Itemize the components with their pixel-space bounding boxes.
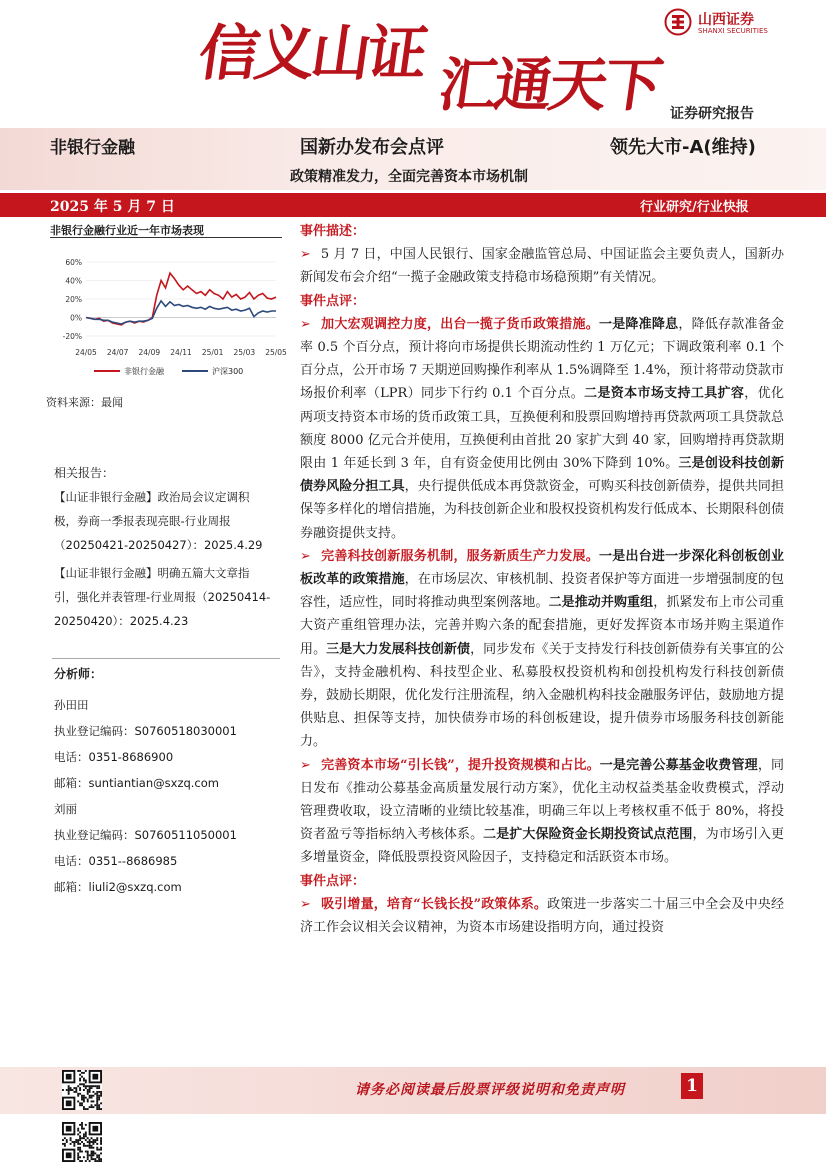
company-logo [664, 8, 784, 40]
y-tick-label: 40% [65, 276, 82, 286]
arrow-bullet-icon: ➢ [300, 247, 311, 263]
paragraph-text: 政策进一步落实二十届三中全会及中央经济工作会议相关会议精神，为资本市场建设指明方向，通过投资 [300, 896, 784, 936]
paragraph [300, 754, 784, 870]
document-subtitle: 政策精准发力，全面完善资本市场机制 [290, 169, 528, 185]
report-category: 行业研究/行业快报 [640, 200, 749, 215]
divider [52, 658, 280, 659]
x-tick-label: 25/03 [233, 348, 256, 357]
paragraph-text: ，在市场层次、审核机制、投资者保护等方面进一步增强制度的包容性，适应性，同时将推动典型案例落地。 [300, 572, 784, 611]
y-tick-label: 60% [65, 258, 82, 267]
analyst-name: 孙田田 [54, 698, 89, 712]
x-tick-label: 25/05 [265, 348, 287, 357]
divider [50, 237, 282, 238]
section-heading: 事件点评： [300, 293, 366, 309]
emphasis: 二是资本市场支持工具扩容 [584, 386, 745, 402]
slogan-calligraphy-1: 信义山证 [194, 19, 429, 89]
series-line [86, 301, 276, 324]
document-title: 国新办发布会点评 [300, 137, 444, 158]
report-body [300, 220, 784, 939]
report-date: 2025 年 5 月 7 日 [50, 199, 175, 215]
logo-mark-icon [664, 8, 692, 36]
logo-name-cn: 山西证券 [698, 12, 754, 28]
analyst-license: 执业登记编码：S0760511050001 [54, 828, 237, 842]
x-tick-label: 25/01 [201, 348, 224, 357]
paragraph-text: ，同步发布《关于支持发行科技创新债券有关事宜的公告》，支持金融机构、科技型企业、私募股权投资机构和创投机构发行科技创新债券，鼓励长期限，优化发行注册流程，纳入金融机构科技金融服务评估，鼓励地方提供贴息、担保等支持，加快债券市场的科创板建设，提升债券市场服务科技创新能力。 [300, 641, 784, 750]
emphasis: 一是完善公募基金收费管理 [599, 757, 758, 773]
paragraph-lead: 吸引增量，培育“长钱长投”政策体系。 [320, 896, 548, 912]
paragraph [300, 313, 784, 545]
chart-title: 非银行金融行业近一年市场表现 [50, 224, 204, 237]
paragraph-text: 5 月 7 日，中国人民银行、国家金融监管总局、中国证监会主要负责人，国新办新闻发布会介绍“一揽子金融政策支持稳市场稳预期”有关情况。 [300, 247, 784, 286]
legend-label: 沪深300 [212, 367, 244, 376]
arrow-bullet-icon: ➢ [300, 548, 311, 564]
analyst-license: 执业登记编码：S0760518030001 [54, 724, 237, 738]
paragraph-text: ，降低存款准备金率 0.5 个百分点，预计将向市场提供长期流动性约 1 万亿元；下调政策利率 0.1 个百分点，公开市场 7 天期逆回购操作利率从 1.5%调降至 1.4%，预计将带动贷款市场报价利率（LPR）同步下行约 0.1 个百分点。 [300, 316, 784, 402]
emphasis: 一是出台进一步深化科创板创业板改革的政策措施 [300, 548, 784, 588]
x-tick-label: 24/07 [106, 348, 129, 357]
paragraph-text: ，同日发布《推动公募基金高质量发展行动方案》，优化主动权益类基金收费模式，浮动管理费收取，设立清晰的业绩比较基准，明确三年以上考核权重不低于 80%，将投资者盈亏等指标纳入考核体系。 [300, 757, 784, 843]
x-tick-label: 24/11 [170, 348, 192, 357]
section-heading: 事件点评： [300, 873, 366, 889]
emphasis: 三是大力发展科技创新债 [326, 641, 471, 657]
paragraph-text: ，优化两项支持资本市场的货币政策工具，互换便利和股票回购增持再贷款两项工具贷款总额度 8000 亿元合并使用，互换便利由首批 20 家扩大到 40 家，回购增持再贷款期限由 1 年延长到 3 年，自有资金使用比例由 30%下降到 10%。 [300, 386, 784, 472]
related-reports-heading: 相关报告： [54, 466, 115, 480]
analyst-phone: 电话：0351-8686900 [54, 750, 174, 764]
analyst-heading: 分析师： [54, 667, 103, 681]
arrow-bullet-icon: ➢ [300, 316, 311, 332]
y-tick-label: -20% [62, 332, 82, 341]
emphasis: 二是扩大保险资金长期投资试点范围 [483, 827, 693, 843]
emphasis: 一是降准降息 [598, 316, 679, 332]
section-heading: 事件描述： [300, 224, 366, 239]
paragraph-text: ，央行提供低成本再贷款资金，可购买科技创新债券，提供共同担保等多样化的增信措施，为科技创新企业和股权投资机构发行低成本、长期限科创债券融资提供支持。 [300, 479, 784, 541]
paragraph [300, 243, 784, 289]
slogan-calligraphy-2: 汇通天下 [434, 51, 665, 119]
arrow-bullet-icon: ➢ [300, 757, 311, 773]
related-report-item[interactable]: 【山证非银行金融】政治局会议定调积极，券商一季报表现亮眼-行业周报（20250421-20250427）：2025.4.29 [54, 490, 263, 552]
related-report-item[interactable]: 【山证非银行金融】明确五篇大文章指引，强化并表管理-行业周报（20250414-20250420）：2025.4.23 [54, 566, 271, 628]
rating-label: 领先大市-A(维持) [610, 137, 756, 158]
analyst-name: 刘丽 [54, 802, 77, 816]
emphasis: 三是创设科技创新债券风险分担工具 [300, 456, 784, 495]
logo-name-en: SHANXI SECURITIES [698, 27, 768, 35]
paragraph-text: ，抓紧发布上市公司重大资产重组管理办法，完善并购六条的配套措施，更好发挥资本市场并购主渠道作用。 [300, 595, 784, 657]
paragraph-lead: 完善资本市场“引长钱”，提升投资规模和占比。 [320, 757, 600, 773]
y-tick-label: 20% [65, 295, 82, 304]
x-tick-label: 24/09 [138, 348, 161, 357]
analyst-email[interactable]: 邮箱：liuli2@sxzq.com [54, 880, 182, 894]
y-tick-label: 0% [70, 313, 82, 323]
paragraph-text: ，为市场引入更多增量资金，降低股票投资风险因子，支持稳定和活跃资本市场。 [300, 827, 784, 866]
market-performance-chart [50, 252, 287, 380]
qr-code-icon [62, 1070, 102, 1110]
disclaimer-text: 请务必阅读最后股票评级说明和免责声明 [355, 1082, 625, 1098]
paragraph-lead: 完善科技创新服务机制，服务新质生产力发展。 [320, 548, 599, 564]
chart-source: 资料来源：最闻 [46, 396, 123, 409]
arrow-bullet-icon: ➢ [300, 896, 311, 912]
legend-label: 非银行金融 [124, 367, 164, 376]
x-tick-label: 24/05 [75, 348, 97, 357]
report-type-label: 证券研究报告 [670, 106, 754, 122]
analyst-email[interactable]: 邮箱：suntiantian@sxzq.com [54, 776, 219, 790]
sector-label: 非银行金融 [50, 138, 135, 158]
analyst-phone: 电话：0351--8686985 [54, 854, 178, 868]
emphasis: 二是推动并购重组 [548, 595, 654, 611]
paragraph [300, 545, 784, 754]
paragraph [300, 893, 784, 939]
qr-code-icon [62, 1119, 102, 1165]
page-number: 1 [681, 1073, 703, 1099]
paragraph-lead: 加大宏观调控力度，出台一揽子货币政策措施。 [320, 316, 599, 332]
